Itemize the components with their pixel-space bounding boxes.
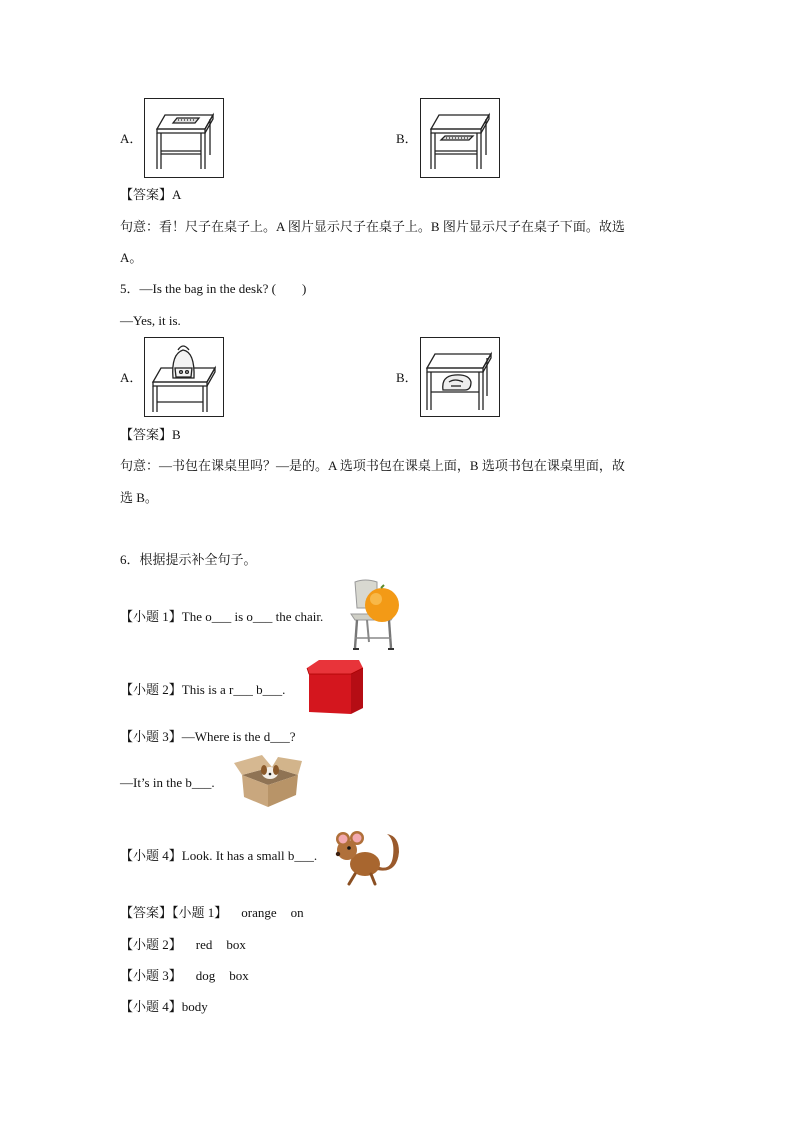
q5-answer: 【答案】B bbox=[120, 427, 181, 442]
q4-answer: 【答案】A bbox=[120, 187, 182, 202]
answer-prefix: 【小题 4】 bbox=[120, 999, 182, 1014]
q6-title: 6．根据提示补全句子。 bbox=[120, 552, 257, 567]
q5-explanation-line2: 选 B。 bbox=[120, 490, 158, 505]
q4-explanation-line1: 句意：看！尺子在桌子上。A 图片显示尺子在桌子上。B 图片显示尺子在桌子下面。故选 bbox=[120, 219, 625, 234]
answer-prefix: 【答案】【小题 1】 bbox=[120, 905, 228, 920]
q6-sub4: 【小题 4】Look. It has a small b___. bbox=[120, 848, 318, 863]
q6-answer-4 bbox=[120, 1000, 208, 1013]
mouse-image bbox=[329, 826, 403, 886]
answer-word: dog bbox=[195, 968, 216, 983]
q5-reply: —Yes, it is. bbox=[120, 313, 181, 328]
dog-in-box-image bbox=[232, 753, 304, 809]
option-a-label: A． bbox=[120, 131, 143, 146]
q4-explanation-line2: A。 bbox=[120, 250, 143, 265]
answer-word: box bbox=[229, 968, 249, 983]
desk-bag-on-image bbox=[144, 337, 224, 417]
q6-answer-2 bbox=[120, 938, 246, 951]
q6-sub3-line2: —It’s in the b___. bbox=[120, 775, 215, 790]
desk-ruler-under-image bbox=[420, 98, 500, 178]
answer-word: orange bbox=[241, 905, 277, 920]
answer-prefix: 【小题 3】 bbox=[120, 968, 182, 983]
option-b-label: B． bbox=[396, 370, 418, 385]
desk-ruler-on-image bbox=[144, 98, 224, 178]
q6-answer-3 bbox=[120, 969, 249, 982]
answer-prefix: 【小题 2】 bbox=[120, 937, 182, 952]
q5-explanation-line1: 句意：—书包在课桌里吗？—是的。A 选项书包在课桌上面，B 选项书包在课桌里面，故 bbox=[120, 458, 625, 473]
q6-answer-1 bbox=[120, 906, 304, 919]
answer-word: box bbox=[226, 937, 246, 952]
q5-question: 5．—Is the bag in the desk? ( ) bbox=[120, 281, 307, 296]
red-box-image bbox=[303, 658, 365, 716]
q6-sub3-line1: 【小题 3】—Where is the d___? bbox=[120, 729, 296, 744]
answer-word: body bbox=[181, 999, 208, 1014]
desk-bag-in-image bbox=[420, 337, 500, 417]
answer-word: red bbox=[195, 937, 213, 952]
q6-sub1: 【小题 1】The o___ is o___ the chair. bbox=[120, 609, 324, 624]
option-a-label: A． bbox=[120, 370, 143, 385]
q6-sub2: 【小题 2】This is a r___ b___. bbox=[120, 682, 286, 697]
answer-word: on bbox=[290, 905, 304, 920]
chair-orange-image bbox=[343, 578, 407, 654]
option-b-label: B． bbox=[396, 131, 418, 146]
